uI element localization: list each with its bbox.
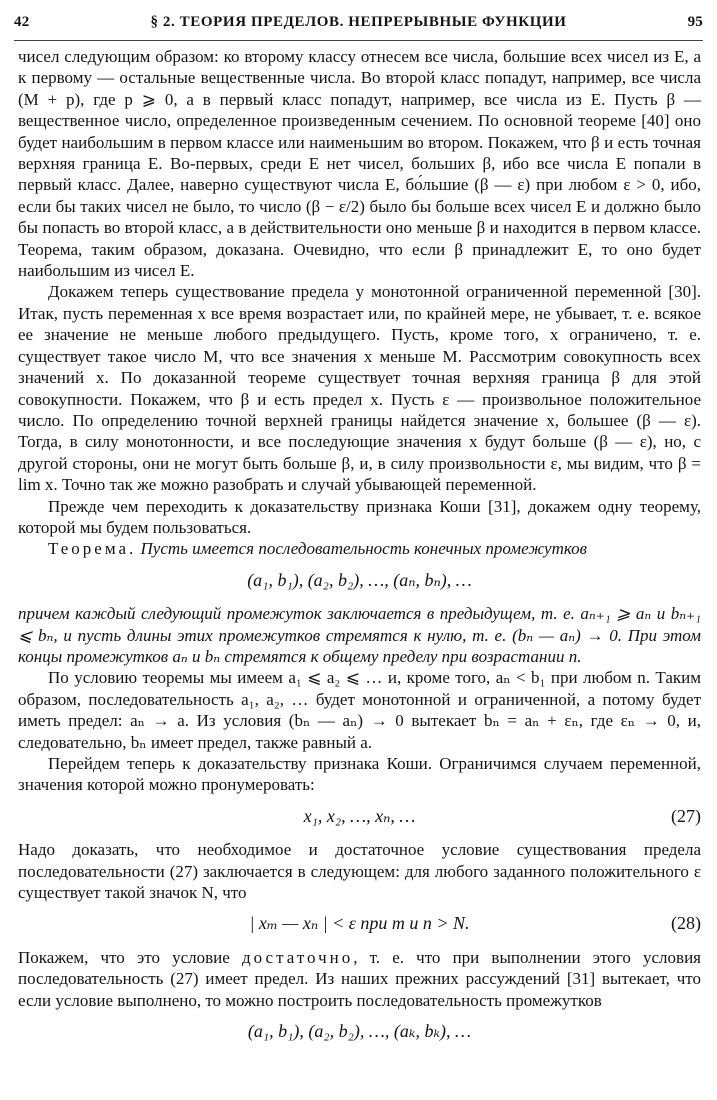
formula-28	[18, 913, 701, 934]
paragraph-1: чисел следующим образом: ко второму классу отнесем все числа, большие всех чисел из E, а к первому — остальные вещественные числа. Во второй класс попадут, например, все числа (M + p), где p ⩾ 0, а в первый класс попадут, например, все числа из E. Пусть β — вещественное число, определенное произведенным сечением. По основной теореме [40] оно будет наибольшим в первом классе или наименьшим во втором. Покажем, что β и есть точная верхняя граница E. Во-первых, среди E нет чисел, больших β, ибо все числа E попали в первый класс. Далее, наверно существуют числа E, бо́льшие (β — ε) при любом ε > 0, ибо, если бы таких чисел не было, то число (β − ε/2) было бы больше всех чисел E и должно было бы попасть во второй класс, а в действительности оно меньше β и находится в первом классе. Теорема, таким образом, доказана. Очевидно, что если β принадлежит E, то оно будет наибольшим из чисел E.	[18, 47, 701, 281]
formula-intervals-k: (a₁, b₁), (a₂, b₂), …, (aₖ, bₖ), …	[247, 1021, 472, 1042]
formula-intervals: (a₁, b₁), (a₂, b₂), …, (aₙ, bₙ), …	[247, 569, 472, 590]
paragraph-8	[18, 947, 701, 1011]
theorem-statement	[18, 538, 701, 559]
paragraph-4: причем каждый следующий промежуток заключается в предыдущем, т. е. aₙ₊₁ ⩾ aₙ и bₙ₊₁ ⩽ bₙ, и пусть длины этих промежутков стремятся к нулю, т. е. (bₙ — aₙ) → 0. При этом концы промежутков aₙ и bₙ стремятся к общему пределу при возрастании n.	[18, 604, 701, 666]
header-rule	[14, 40, 703, 41]
theorem-label: Теорема.	[48, 539, 137, 559]
paragraph-8-end: , т. е. что при выполнении этого условия последовательность (27) имеет предел. Из наших прежних рассуждений [31] вытекает, что если условие выполнено, то можно построить последовательность промежутков	[18, 947, 701, 1010]
equation-number-27: (27)	[671, 805, 701, 826]
formula-28-expr: | xₘ — xₙ | < ε при m и n > N.	[249, 913, 470, 934]
paragraph-7: Надо доказать, что необходимое и достаточное условие существования предела последовательности (27) заключается в следующем: для любого заданного положительного ε существует такой значок N, что	[18, 840, 701, 903]
paragraph-5: По условию теоремы мы имеем a₁ ⩽ a₂ ⩽ … и, кроме того, aₙ < b₁ при любом n. Таким образом, последовательность a₁, a₂, … будет монотонной и ограниченной, а потому будет иметь предел: aₙ → a. Из условия (bₙ — aₙ) → 0 вытекает bₙ = aₙ + εₙ, где εₙ → 0, и, следовательно, bₙ имеет предел, также равный a.	[18, 668, 701, 752]
page-body	[18, 46, 701, 1054]
theorem-text: Пусть имеется последовательность конечных промежутков	[136, 539, 588, 559]
formula-27	[18, 806, 701, 827]
page-number-left: 42	[14, 14, 30, 30]
paragraph-2: Докажем теперь существование предела у монотонной ограниченной переменной [30]. Итак, пусть переменная x все время возрастает или, по крайней мере, не убывает, т. е. всякое ее значение не меньше любого предыдущего. Пусть, кроме того, x ограничено, т. е. существует такое число M, что все значения x меньше M. Рассмотрим совокупность всех значений x. По доказанной теореме существует точная верхняя граница β для этой совокупности. Покажем, что β и есть предел x. Пусть ε — произвольное положительное число. По определению точной верхней границы найдется значение x, большее (β — ε). Тогда, в силу монотонности, и все последующие значения x будут больше (β — ε), но, с другой стороны, они не могут быть больше β, и, в силу произвольности ε, мы видим, что β = lim x. Точно так же можно разобрать и случай убывающей переменной.	[18, 282, 701, 495]
page-number-right: 95	[687, 14, 703, 30]
paragraph-8-start: Покажем, что это условие	[18, 947, 242, 967]
formula-27-expr: x₁, x₂, …, xₙ, …	[303, 805, 416, 826]
equation-number-28: (28)	[671, 913, 701, 934]
section-title: § 2. ТЕОРИЯ ПРЕДЕЛОВ. НЕПРЕРЫВНЫЕ ФУНКЦИИ	[150, 14, 567, 30]
paragraph-8-emphasis: достаточно	[241, 947, 354, 967]
paragraph-6: Перейдем теперь к доказательству признака Коши. Ограничимся случаем переменной, значения которой можно пронумеровать:	[18, 754, 701, 795]
running-header	[14, 10, 703, 36]
paragraph-3: Прежде чем переходить к доказательству признака Коши [31], докажем одну теорему, которой мы будем пользоваться.	[18, 496, 701, 537]
